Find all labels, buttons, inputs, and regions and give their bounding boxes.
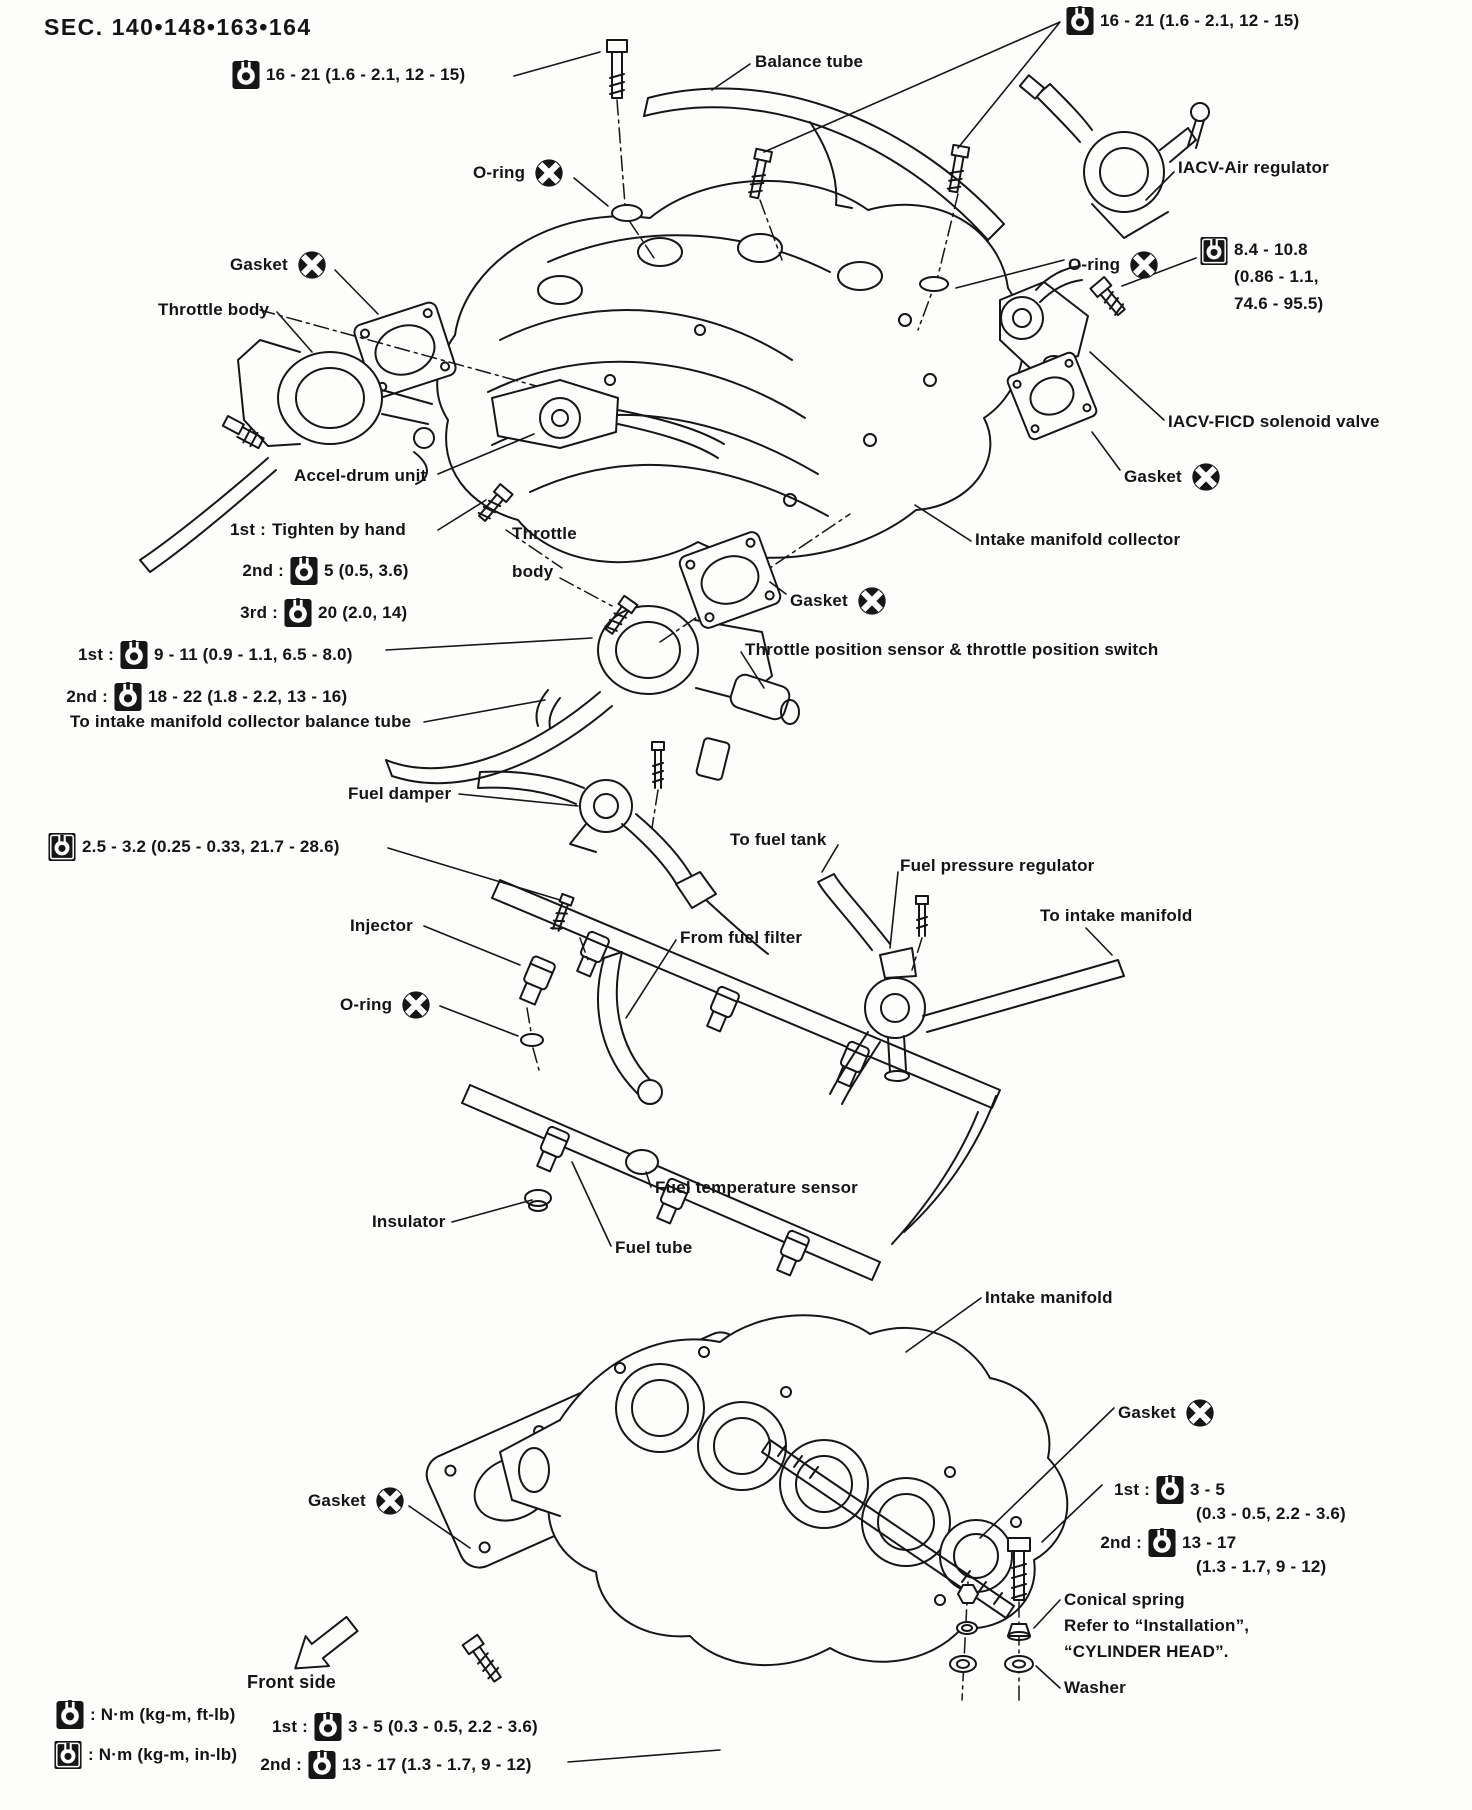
legend-inlb: : N·m (kg-m, in-lb) bbox=[54, 1740, 237, 1770]
label-injector: Injector bbox=[350, 916, 414, 935]
throttle-body-lower-drawing bbox=[386, 606, 799, 783]
o-ring-injector-drawing bbox=[521, 1034, 543, 1046]
iacv-air-regulator-drawing bbox=[1020, 75, 1209, 238]
torque-wrench-inlb-icon bbox=[54, 1740, 82, 1770]
label-accel-drum-unit: Accel-drum unit bbox=[294, 466, 427, 485]
replace-x-icon bbox=[1191, 462, 1221, 492]
torque-wrench-ftlb-icon bbox=[56, 1700, 84, 1730]
torque-wrench-ftlb-icon bbox=[232, 60, 260, 90]
bolt-fuel-pressure-regulator bbox=[916, 896, 928, 936]
seq-manifold-bottom-2: 2nd : 13 - 17 (1.3 - 1.7, 9 - 12) bbox=[258, 1750, 532, 1780]
torque-wrench-ftlb-icon bbox=[308, 1750, 336, 1780]
torque-wrench-inlb-icon bbox=[1200, 236, 1228, 266]
label-fuel-pressure-regulator: Fuel pressure regulator bbox=[900, 856, 1095, 875]
injector-drawing bbox=[573, 931, 610, 978]
label-throttle-body-lower-line2: body bbox=[512, 562, 554, 581]
label-o-ring-injector: O-ring bbox=[340, 990, 431, 1020]
torque-wrench-ftlb-icon bbox=[1148, 1528, 1176, 1558]
torque-spec-balance-tube-right: 16 - 21 (1.6 - 2.1, 12 - 15) bbox=[1066, 6, 1299, 36]
label-fuel-tube: Fuel tube bbox=[615, 1238, 693, 1257]
label-o-ring-top: O-ring bbox=[473, 158, 564, 188]
seq-manifold-right-2: 2nd : 13 - 17 bbox=[1098, 1528, 1236, 1558]
torque-spec-injector-clamp: 2.5 - 3.2 (0.25 - 0.33, 21.7 - 28.6) bbox=[48, 832, 340, 862]
label-washer: Washer bbox=[1064, 1678, 1126, 1697]
torque-spec-ficd: 8.4 - 10.8 (0.86 - 1.1, 74.6 - 95.5) bbox=[1200, 236, 1323, 318]
legend-ftlb: : N·m (kg-m, ft-lb) bbox=[56, 1700, 235, 1730]
torque-wrench-ftlb-icon bbox=[120, 640, 148, 670]
replace-x-icon bbox=[534, 158, 564, 188]
label-conical-spring: Conical spring bbox=[1064, 1590, 1185, 1609]
torque-wrench-ftlb-icon bbox=[284, 598, 312, 628]
replace-x-icon bbox=[1129, 250, 1159, 280]
label-refer-installation: Refer to “Installation”, bbox=[1064, 1616, 1250, 1635]
intake-manifold-collector-drawing bbox=[437, 181, 1024, 562]
bolt-fuel-damper bbox=[652, 742, 664, 788]
label-gasket-manifold-right: Gasket bbox=[1118, 1398, 1215, 1428]
torque-wrench-ftlb-icon bbox=[1066, 6, 1094, 36]
label-from-fuel-filter: From fuel filter bbox=[680, 928, 803, 947]
replace-x-icon bbox=[297, 250, 327, 280]
torque-spec-balance-tube-left: 16 - 21 (1.6 - 2.1, 12 - 15) bbox=[232, 60, 465, 90]
label-iacv-ficd: IACV-FICD solenoid valve bbox=[1168, 412, 1380, 431]
bolt-injector-clamp bbox=[550, 894, 574, 932]
label-to-fuel-tank: To fuel tank bbox=[730, 830, 827, 849]
seq-throttle-body-2: 2nd : 18 - 22 (1.8 - 2.2, 13 - 16) bbox=[64, 682, 347, 712]
seq-accel-drum-2: 2nd : 5 (0.5, 3.6) bbox=[240, 556, 409, 586]
seq-manifold-right-1b: (0.3 - 0.5, 2.2 - 3.6) bbox=[1196, 1504, 1346, 1523]
torque-wrench-ftlb-icon bbox=[1156, 1475, 1184, 1505]
injector-drawing bbox=[773, 1230, 810, 1277]
replace-x-icon bbox=[1185, 1398, 1215, 1428]
torque-wrench-ftlb-icon bbox=[114, 682, 142, 712]
washer-drawing bbox=[1005, 1656, 1033, 1672]
o-ring-right-drawing bbox=[920, 277, 948, 291]
seq-accel-drum-3: 3rd : 20 (2.0, 14) bbox=[234, 598, 407, 628]
seq-accel-drum-1: 1st : Tighten by hand bbox=[230, 520, 406, 539]
injector-exploded-drawing bbox=[516, 955, 556, 1006]
injector-drawing bbox=[533, 1126, 570, 1173]
label-fuel-temperature-sensor: Fuel temperature sensor bbox=[655, 1178, 858, 1197]
label-to-intake-manifold: To intake manifold bbox=[1040, 906, 1193, 925]
seq-manifold-right-2b: (1.3 - 1.7, 9 - 12) bbox=[1196, 1557, 1327, 1576]
label-o-ring-right: O-ring bbox=[1068, 250, 1159, 280]
label-gasket-center: Gasket bbox=[790, 586, 887, 616]
label-gasket-ficd: Gasket bbox=[1124, 462, 1221, 492]
torque-wrench-inlb-icon bbox=[48, 832, 76, 862]
seq-manifold-bottom-1: 1st : 3 - 5 (0.3 - 0.5, 2.2 - 3.6) bbox=[264, 1712, 538, 1742]
torque-wrench-ftlb-icon bbox=[314, 1712, 342, 1742]
label-intake-manifold: Intake manifold bbox=[985, 1288, 1113, 1307]
label-to-imc-balance-tube: To intake manifold collector balance tube bbox=[70, 712, 412, 731]
replace-x-icon bbox=[857, 586, 887, 616]
label-throttle-body-left: Throttle body bbox=[158, 300, 270, 319]
injector-drawing bbox=[703, 986, 740, 1033]
replace-x-icon bbox=[375, 1486, 405, 1516]
label-throttle-body-lower-line1: Throttle bbox=[512, 524, 577, 543]
bolt-balance-tube-left bbox=[607, 40, 627, 98]
iacv-ficd-drawing bbox=[1000, 266, 1088, 368]
section-title: SEC. 140•148•163•164 bbox=[44, 14, 312, 40]
seq-throttle-body-1: 1st : 9 - 11 (0.9 - 1.1, 6.5 - 8.0) bbox=[70, 640, 353, 670]
o-ring-top-drawing bbox=[612, 205, 642, 221]
label-cylinder-head: “CYLINDER HEAD”. bbox=[1064, 1642, 1229, 1661]
bolt-ficd bbox=[1090, 277, 1128, 318]
intake-manifold-drawing bbox=[500, 1315, 1067, 1665]
label-insulator: Insulator bbox=[372, 1212, 446, 1231]
torque-wrench-ftlb-icon bbox=[290, 556, 318, 586]
bolt-manifold-bottom bbox=[463, 1635, 505, 1685]
label-fuel-damper: Fuel damper bbox=[348, 784, 452, 803]
seq-manifold-right-1: 1st : 3 - 5 bbox=[1106, 1475, 1225, 1505]
label-gasket-throttle-body: Gasket bbox=[230, 250, 327, 280]
label-balance-tube: Balance tube bbox=[755, 52, 864, 71]
label-iacv-air-regulator: IACV-Air regulator bbox=[1178, 158, 1329, 177]
label-front-side: Front side bbox=[247, 1672, 337, 1692]
label-intake-manifold-collector: Intake manifold collector bbox=[975, 530, 1181, 549]
replace-x-icon bbox=[401, 990, 431, 1020]
label-tps: Throttle position sensor & throttle position switch bbox=[745, 640, 1159, 659]
label-gasket-manifold-left: Gasket bbox=[308, 1486, 405, 1516]
